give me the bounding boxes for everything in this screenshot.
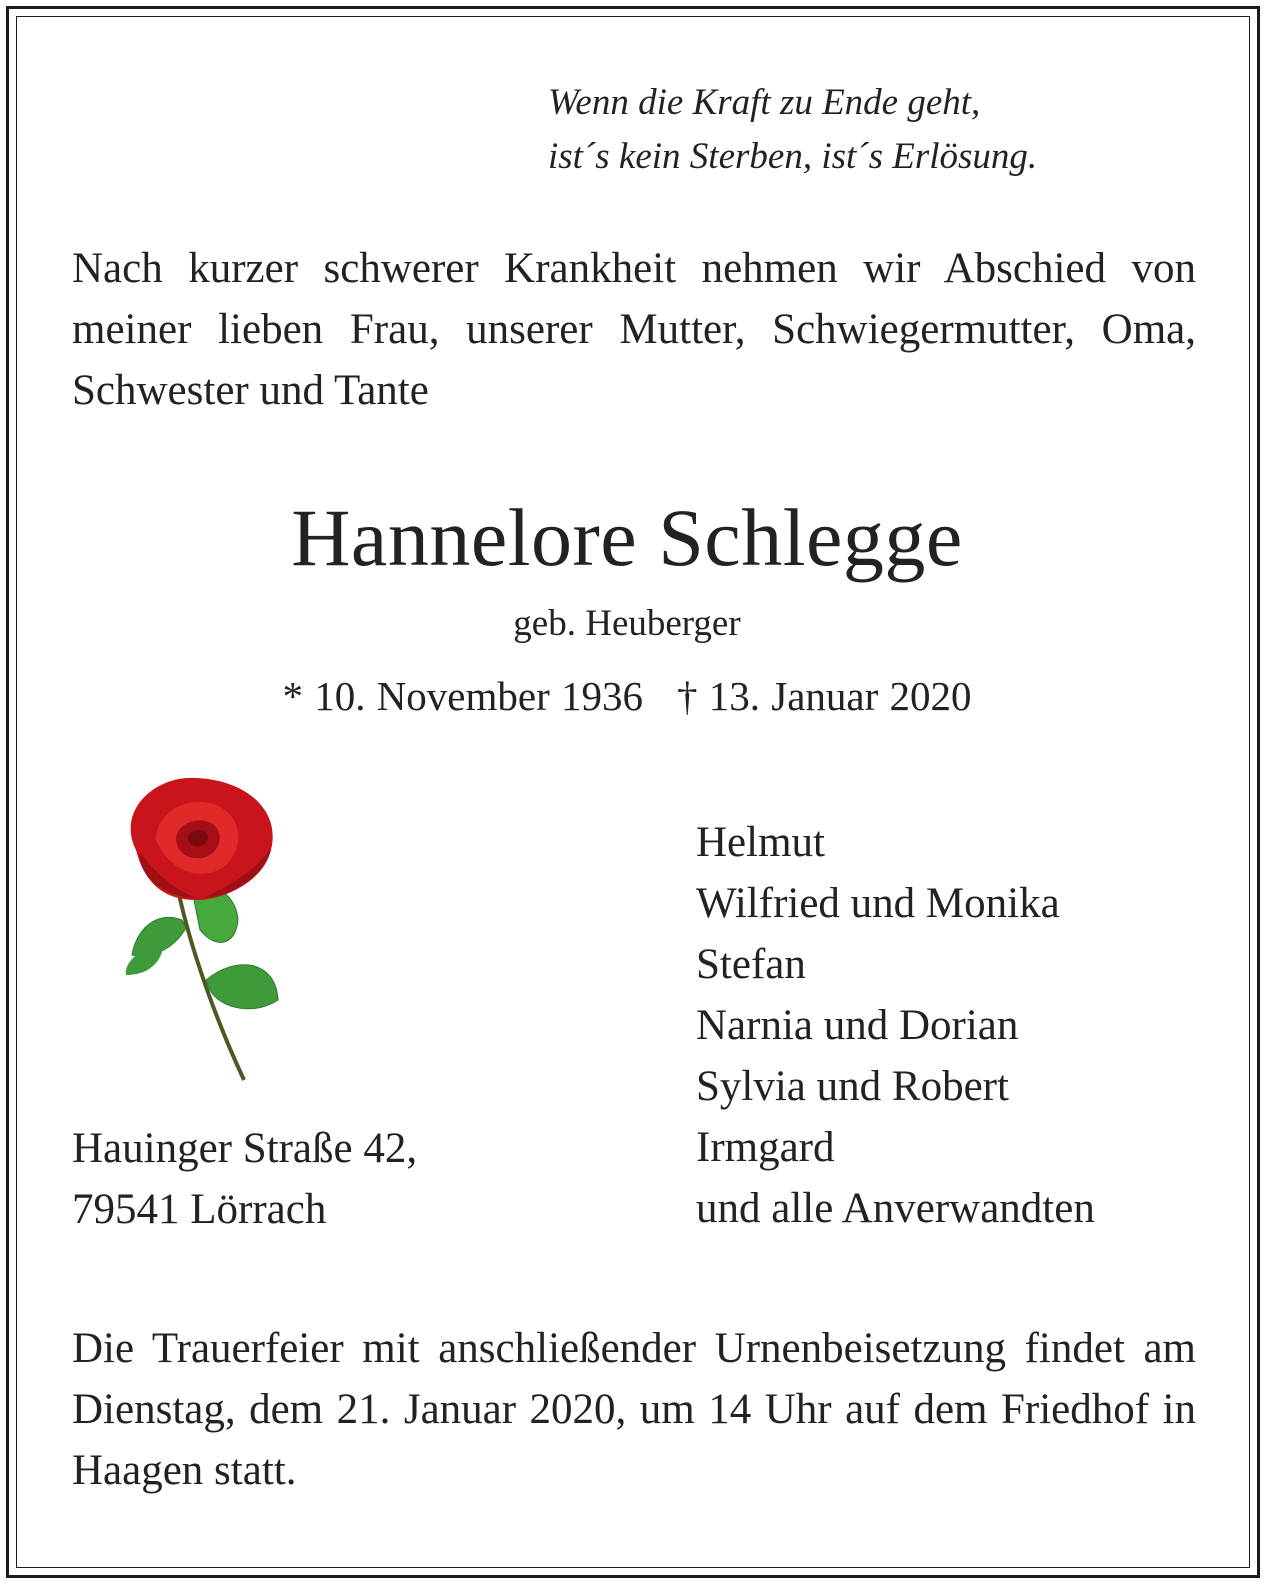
motto-line-1: Wenn die Kraft zu Ende geht, bbox=[548, 82, 981, 123]
deceased-name: Hannelore Schlegge bbox=[291, 492, 963, 583]
address-city: 79541 Lörrach bbox=[72, 1186, 327, 1233]
funeral-notice: Die Trauerfeier mit anschließender Urnenbeisetzung findet am Dienstag, dem 21. Januar 2020, um 14 Uhr auf dem Friedhof in Haagen statt. bbox=[72, 1325, 1196, 1494]
birth-date: * 10. November 1936 bbox=[282, 673, 644, 719]
death-date: † 13. Januar 2020 bbox=[677, 673, 972, 719]
motto-line-2: ist´s kein Sterben, ist´s Erlösung. bbox=[548, 136, 1038, 177]
mourner-item: Irmgard bbox=[696, 1124, 835, 1171]
mourner-item: Helmut bbox=[696, 819, 825, 866]
mourner-item: und alle Anverwandten bbox=[696, 1185, 1095, 1232]
life-dates bbox=[0, 672, 1254, 720]
mourners-list bbox=[696, 812, 1216, 1239]
address bbox=[72, 1118, 632, 1240]
address-street: Hauinger Straße 42, bbox=[72, 1125, 418, 1172]
intro-text: Nach kurzer schwerer Krankheit nehmen wir Abschied von meiner lieben Frau, unserer Mutter, Schwiegermutter, Oma, Schwester und Tante bbox=[72, 245, 1196, 414]
mourner-item: Wilfried und Monika bbox=[696, 880, 1060, 927]
birth-name: geb. Heuberger bbox=[513, 603, 741, 644]
red-rose-icon bbox=[96, 770, 296, 1090]
mourner-item: Narnia und Dorian bbox=[696, 1002, 1019, 1049]
motto bbox=[548, 76, 1208, 184]
mourner-item: Sylvia und Robert bbox=[696, 1063, 1009, 1110]
mourner-item: Stefan bbox=[696, 941, 806, 988]
